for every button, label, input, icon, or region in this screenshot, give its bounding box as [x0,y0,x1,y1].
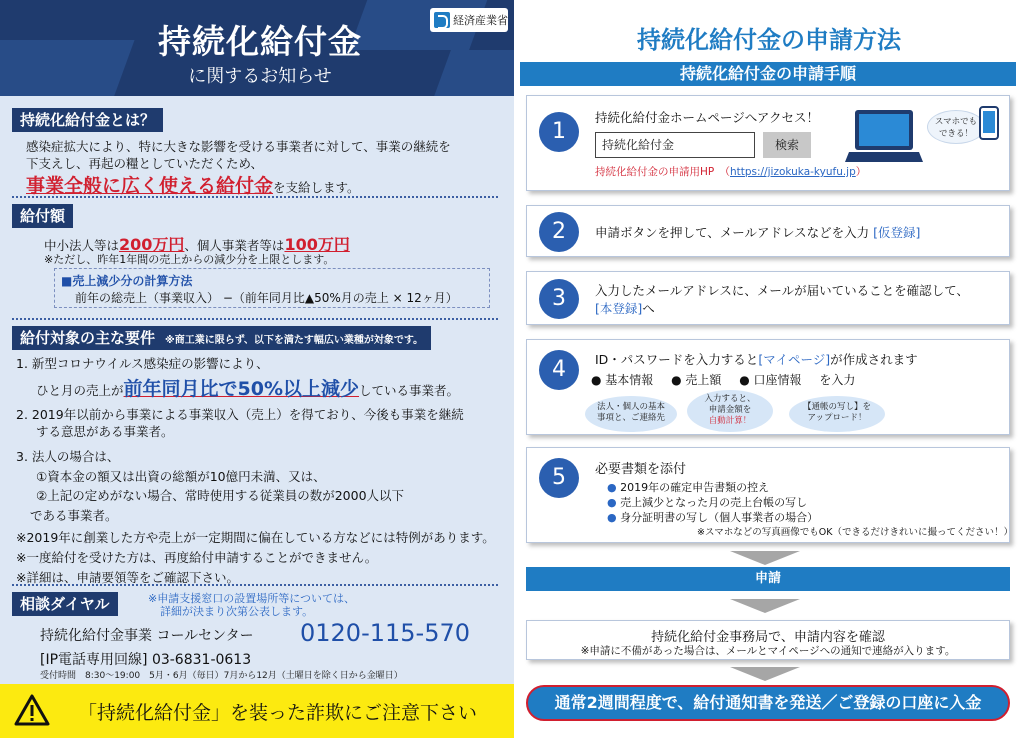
step-5 [526,447,1013,543]
bubble-line-2: できる！ [938,129,973,139]
confirm-box [526,620,1010,660]
amount-note: ※ただし、昨年1年間の売上からの減少分を上限とします。 [44,253,335,266]
section-head-what: 持続化給付金とは？ [12,108,163,132]
calc-body: 前年の総売上（事業収入） −（前年同月比▲50%月の売上 × 12ヶ月） [75,291,458,305]
ministry-badge [430,8,508,32]
req2-a: 2. 2019年以前から事業による事業収入（売上）を得ており、今後も事業を継続 [16,407,464,422]
search-input[interactable]: 持続化給付金 [595,132,755,158]
step-4-text [595,350,918,368]
bubble-basic-2: 事項と、ご連絡先 [596,413,665,423]
confirm-note: ※申請に不備があった場合は、メールとマイページへの通知で連絡が入ります。 [580,645,956,657]
bubble-auto [687,390,773,432]
what-line-1: 感染症拡大により、特に大きな影響を受ける事業者に対して、事業の継続を [26,139,451,154]
hp-note-label: 持続化給付金の申請用HP （ [595,166,730,178]
hours: 受付時間 8:30〜19:00 5月・6月（毎日）7月から12月（土曜日を除く日から金曜日） [40,671,403,681]
step-3-line2 [595,299,655,317]
step-1 [526,95,1010,191]
req-head-label: 給付対象の主な要件 [20,329,156,347]
calc-box [54,268,490,308]
meti-logo-icon [434,12,450,28]
doc-1: 2019年の確定申告書類の控え [620,481,770,494]
consult-note-2: 詳細が決まり次第公表します。 [160,605,314,618]
final-step-pill: 通常2週間程度で、給付通知書を発送／ご登録の口座に入金 [526,685,1010,721]
consult-note [148,592,355,618]
req1-emphasis: 前年同月比で50%以上減少 [123,378,359,400]
bullet-icon: ● [607,481,617,494]
calc-title: ■売上減少分の計算方法 [61,274,193,288]
step-number: 2 [539,212,579,252]
item-sales: ● 売上額 [671,373,722,387]
laptop-icon [845,106,923,168]
section-head-requirements [12,326,431,350]
req3-d: である事業者。 [30,508,118,523]
consult-note-1: ※申請支援窓口の設置場所等については、 [148,592,355,605]
arrow-down-icon [730,599,800,613]
step-3-tail: へ [642,301,655,316]
doc-3: 身分証明書の写し（個人事業者の場合） [620,511,819,524]
bubble-passbook-2: アップロード！ [807,413,867,423]
doc-item [607,494,807,510]
step-2 [526,205,1010,257]
section-head-amount: 給付額 [12,204,73,228]
what-line-3 [26,171,360,198]
step-2-label: 申請ボタンを押して、メールアドレスなどを入力 [595,225,874,240]
what-tail: を支給します。 [273,180,360,195]
left-header [0,0,514,96]
search-button[interactable]: 検索 [763,132,811,158]
step-number: 4 [539,350,579,390]
step-number: 1 [539,112,579,152]
divider [12,196,498,198]
divider [12,584,498,586]
page-subtitle: に関するお知らせ [188,66,332,87]
note-2: ※一度給付を受けた方は、再度給付申請することができません。 [16,550,378,565]
note-1: ※2019年に創業した方や売上が一定期間に偏在している方などには特例があります。 [16,530,495,545]
doc-2: 売上減少となった月の売上台帳の写し [620,496,808,509]
hp-url-link[interactable]: https://jizokuka-kyufu.jp [729,166,856,178]
step-number: 3 [539,279,579,319]
bubble-basic [585,396,677,432]
step-3 [526,271,1010,325]
hp-note-close: ） [855,166,867,178]
req1-c: している事業者。 [359,383,460,398]
step-1-text: 持続化給付金ホームページへアクセス！ [595,110,820,125]
bubble-passbook [789,396,885,432]
bubble-basic-1: 法人・個人の基本 [596,402,665,412]
step-5-text: 必要書類を添付 [595,462,687,477]
smartphone-bubble [927,110,985,144]
arrow-down-icon [730,551,800,565]
req1-b: ひと月の売上が [36,383,124,398]
step-number: 5 [539,458,579,498]
amount-individual: 100万円 [284,235,350,254]
bullet-icon: ● [607,496,617,509]
req3-a: 3. 法人の場合は、 [16,449,120,464]
req1-line [36,374,459,401]
req3-b: ①資本金の額又は出資の総額が10億円未満、又は、 [36,469,326,484]
bubble-auto-1: 入力すると、 [704,394,756,404]
what-line-2: 下支えし、再起の糧としていただくため、 [26,156,264,171]
bubble-auto-2: 申請金額を [708,405,752,415]
step-5-note: ※スマホなどの写真画像でもOK（できるだけきれいに撮ってください！） [697,527,1013,538]
divider [12,318,498,320]
step-4 [526,339,1010,435]
item-basic: ● 基本情報 [591,373,654,387]
hp-note [595,164,866,179]
fraud-warning-bar [0,684,514,738]
callcenter-phone[interactable]: 0120-115-570 [300,619,471,647]
fraud-warning-text: 「持続化給付金」を装った詐欺にご注意下さい [78,702,478,724]
amount-c: 、個人事業者等は [184,238,285,253]
apply-bar: 申請 [526,567,1010,591]
req-head-note: ※商工業に限らず、以下を満たす幅広い業種が対象です。 [165,335,424,346]
confirm-text: 持続化給付金事務局で、申請内容を確認 [651,630,885,645]
bubble-auto-3: 自動計算！ [708,416,752,426]
callcenter-label: 持続化給付金事業 コールセンター [40,628,254,644]
page-title: 持続化給付金 [158,22,362,61]
req1-a: 1. 新型コロナウイルス感染症の影響により、 [16,356,269,371]
step-2-text [595,223,920,241]
step-4-items [591,371,855,388]
note-3: ※詳細は、申請要領等をご確認下さい。 [16,570,239,585]
section-head-consult: 相談ダイヤル [12,592,118,616]
step-4-link: [マイページ] [758,352,831,367]
amount-corp: 200万円 [119,235,185,254]
req3-c: ②上記の定めがない場合、常時使用する従業員の数が2000人以下 [36,488,405,503]
smartphone-icon [979,106,999,140]
req2-b: する意思がある事業者。 [36,424,174,439]
step-4-b: が作成されます [830,352,918,367]
ministry-name: 経済産業省 [453,14,508,27]
doc-item [607,479,769,495]
step-2-link: [仮登録] [873,225,921,240]
warning-icon [14,694,50,726]
item-input: を入力 [819,373,856,387]
ip-phone: [IP電話専用回線] 03-6831-0613 [40,652,252,668]
bullet-icon: ● [607,511,617,524]
step-4-a: ID・パスワードを入力すると [595,352,759,367]
right-subhead: 持続化給付金の申請手順 [520,62,1016,86]
what-emphasis: 事業全般に広く使える給付金 [26,175,274,197]
item-account: ● 口座情報 [739,373,802,387]
arrow-down-icon [730,667,800,681]
bubble-line-1: スマホでも [934,117,978,127]
bubble-passbook-1: 【通帳の写し】を [802,402,871,412]
step-3-text: 入力したメールアドレスに、メールが届いていることを確認して、 [595,283,969,298]
step-3-link: [本登録] [595,301,643,316]
doc-item [607,509,818,525]
amount-a: 中小法人等は [44,238,120,253]
right-title: 持続化給付金の申請方法 [637,26,901,54]
